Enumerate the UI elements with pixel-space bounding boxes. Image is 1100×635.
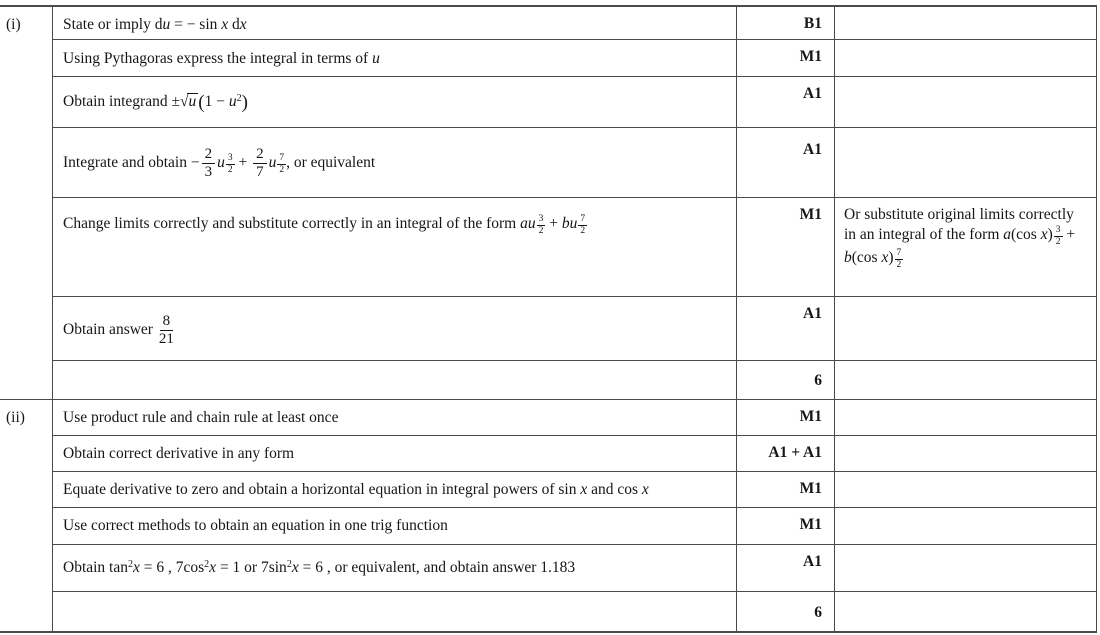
mark-value: A1 <box>803 305 822 322</box>
total-marks: 6 <box>814 372 822 389</box>
marks-cell <box>737 545 835 591</box>
criterion-cell: Change limits correctly and substitute correctly in an integral of the form au $\frac{3}{2}$ + bu $\frac{7}{2}$ <box>53 198 737 296</box>
marks-cell <box>737 297 835 360</box>
criterion-row <box>53 545 1096 592</box>
mark-value: B1 <box>803 15 822 32</box>
fraction: $\frac{2}{7}$ <box>253 146 267 181</box>
plus-minus-sign: ± <box>171 93 180 110</box>
minus-sign: − <box>190 153 200 171</box>
total-marks: 6 <box>814 604 822 621</box>
guidance-cell <box>835 77 1096 127</box>
guidance-cell: Or substitute original limits correctly in an integral of the form a(cos x) $\frac{3}{2}$ + b(cos x) $\frac{7}{2}$ <box>844 206 1076 270</box>
criterion-text: Use correct methods to obtain an equation in one trig function <box>63 517 448 534</box>
guidance-cell <box>835 297 1096 360</box>
guidance-cell <box>835 40 1096 76</box>
markscheme-table <box>0 5 1097 633</box>
part-ii-section <box>0 400 1096 631</box>
guidance-cell <box>835 592 1096 631</box>
mark-value: A1 + A1 <box>768 444 822 461</box>
criterion-text: Change limits correctly and substitute correctly in an integral of the form <box>63 215 521 232</box>
guidance-cell <box>835 545 1096 591</box>
criterion-cell: State or imply du = − sin x dx <box>53 7 737 39</box>
criterion-text: Use product rule and chain rule at least once <box>63 409 339 426</box>
criterion-cell <box>53 361 737 399</box>
marks-cell <box>737 128 835 197</box>
guidance-cell <box>835 128 1096 197</box>
marks-cell <box>737 7 835 39</box>
criterion-row <box>53 198 1096 297</box>
criterion-row <box>53 436 1096 472</box>
total-row <box>53 361 1096 399</box>
part-i-rows <box>53 7 1096 399</box>
criterion-text: Obtain tan <box>63 559 128 576</box>
marks-cell <box>737 472 835 507</box>
exponent-fraction: $\frac{7}{2}$ <box>896 247 902 270</box>
part-label: (ii) <box>0 400 53 631</box>
criterion-cell <box>53 400 737 435</box>
guidance-cell <box>835 400 1096 435</box>
radical-sign: √ <box>180 93 189 110</box>
fraction: $\frac{2}{3}$ <box>202 146 216 181</box>
criterion-text: Obtain answer <box>63 320 157 338</box>
criterion-cell: Equate derivative to zero and obtain a horizontal equation in integral powers of sin x and cos x <box>53 472 737 507</box>
mark-value: A1 <box>803 553 822 570</box>
exponent-fraction: $\frac{3}{2}$ <box>1055 224 1061 247</box>
criterion-cell <box>53 508 737 544</box>
criterion-row <box>53 40 1096 77</box>
criterion-cell <box>53 297 737 360</box>
criterion-text: Obtain integrand <box>63 93 172 110</box>
part-ii-rows <box>53 400 1096 631</box>
criterion-cell: Obtain $\tan^2x = 6$ , $7\cos^2x = 1$ or $7\sin^2x = 6$ , or equivalent, and obtain answer 1.183 <box>53 545 737 591</box>
marks-cell <box>737 198 835 296</box>
marks-cell <box>737 400 835 435</box>
guidance-cell <box>835 436 1096 471</box>
marks-cell <box>737 77 835 127</box>
exponent-fraction: $\frac{7}{2}$ <box>279 152 285 175</box>
criterion-cell: Using Pythagoras express the integral in terms of u <box>53 40 737 76</box>
marks-cell <box>737 436 835 471</box>
criterion-row <box>53 7 1096 40</box>
marks-cell <box>737 592 835 631</box>
criterion-text: Using Pythagoras express the integral in terms of <box>63 50 373 67</box>
marks-cell <box>737 40 835 76</box>
mark-value: M1 <box>799 516 822 533</box>
mark-value: A1 <box>803 141 822 158</box>
guidance-cell <box>835 508 1096 544</box>
criterion-row <box>53 128 1096 198</box>
exponent-fraction: $\frac{7}{2}$ <box>580 214 586 236</box>
fraction: $\frac{8}{21}$ <box>158 313 174 347</box>
part-label: (i) <box>0 7 53 399</box>
criterion-cell: Obtain integrand ±√u $(1 - u^2)$ <box>53 77 737 127</box>
mark-value: A1 <box>803 85 822 102</box>
guidance-cell <box>835 361 1096 399</box>
criterion-row <box>53 508 1096 545</box>
radicand: u <box>188 93 197 110</box>
part-i-section <box>0 7 1096 400</box>
exponent-fraction: $\frac{3}{2}$ <box>227 152 233 175</box>
guidance-text: Or substitute original limits correctly in an integral of the form <box>844 206 1074 243</box>
mark-value: M1 <box>799 408 822 425</box>
criterion-row <box>53 400 1096 436</box>
criterion-text: Integrate and obtain <box>63 153 191 171</box>
criterion-cell: Integrate and obtain − $\frac{2}{3}$ u $\frac{3}{2}$ + $\frac{2}{7}$ u $\frac{7}{2}$ , or equivalent <box>53 128 737 197</box>
mark-value: M1 <box>799 48 822 65</box>
criterion-text: Obtain correct derivative in any form <box>63 445 295 462</box>
criterion-text: Equate derivative to zero and obtain a horizontal equation in integral powers of sin <box>63 481 581 498</box>
guidance-cell <box>835 7 1096 39</box>
criterion-text: State or imply d <box>63 16 163 33</box>
criterion-cell <box>53 436 737 471</box>
guidance-cell <box>835 472 1096 507</box>
marks-cell <box>737 361 835 399</box>
exponent-fraction: $\frac{3}{2}$ <box>538 214 544 236</box>
criterion-row <box>53 472 1096 508</box>
mark-value: M1 <box>799 206 822 223</box>
total-row <box>53 592 1096 631</box>
criterion-row <box>53 77 1096 128</box>
criterion-cell <box>53 592 737 631</box>
marks-cell <box>737 508 835 544</box>
criterion-row <box>53 297 1096 361</box>
mark-value: M1 <box>799 480 822 497</box>
